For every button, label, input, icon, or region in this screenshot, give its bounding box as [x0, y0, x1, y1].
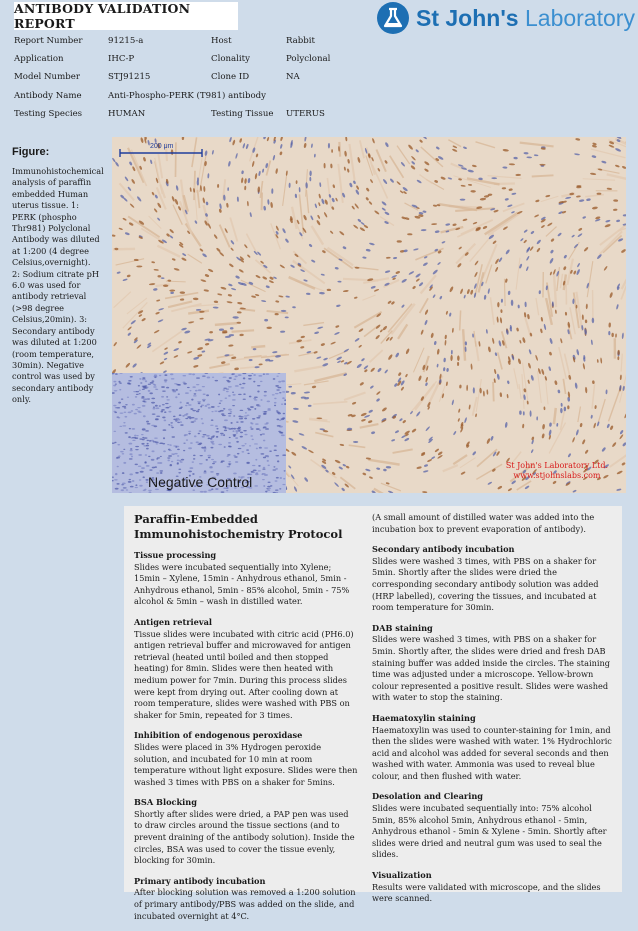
protocol-section: [134, 730, 358, 788]
protocol-section: [372, 544, 612, 614]
section-body: After blocking solution was removed a 1:200 solution of primary antibody/PBS was added on the slide, and incubated overnight at 4°C.: [134, 887, 358, 922]
section-body: Slides were washed 3 times, with PBS on a shaker for 5min. Shortly after, the slides were dried and fresh DAB staining buffer was added inside the circles. The staining time was adjusted under a microscope. Yellow-brown colour represented a positive result. Slides were washed with water to stop the staining.: [372, 634, 612, 704]
watermark: [506, 461, 608, 481]
meta-value: 91215-a: [108, 36, 143, 46]
protocol-section: [134, 550, 358, 608]
figure-title: Figure:: [12, 146, 49, 158]
meta-label: Report Number: [14, 36, 82, 46]
meta-value: NA: [286, 72, 300, 82]
section-body: Tissue slides were incubated with citric acid (PH6.0) antigen retrieval buffer and microwaved for antigen retrieval (heated until boiled and then stopped heating) for 8min. Slides were then heated with medium power for 7min. During this process slides were kept from drying out. After cooling down at room temperature, slides were washed with PBS on shaker for 5min, repeated for 3 times.: [134, 629, 358, 722]
protocol-section: [372, 791, 612, 861]
meta-label: Host: [211, 36, 232, 46]
scale-bar-label: 200 μm: [150, 143, 174, 150]
section-heading: Desolation and Clearing: [372, 791, 612, 803]
protocol-left-column: [134, 512, 358, 931]
ihc-micrograph: [112, 137, 626, 493]
meta-label: Testing Species: [14, 109, 82, 119]
report-title: ANTIBODY VALIDATION REPORT: [14, 2, 238, 30]
protocol-panel: [124, 506, 622, 892]
watermark-url: www.stjohnslabs.com: [506, 471, 608, 481]
meta-value: UTERUS: [286, 109, 325, 119]
logo-text: [416, 5, 635, 32]
meta-value: Anti-Phospho-PERK (T981) antibody: [108, 91, 266, 101]
meta-row: [14, 54, 614, 66]
section-body: Shortly after slides were dried, a PAP pen was used to draw circles around the tissue sections (and to prevent draining of the antibody solution). Inside the circles, BSA was used to cover the tissue evenly, blocking for 30min.: [134, 809, 358, 867]
section-body: Slides were placed in 3% Hydrogen peroxide solution, and incubated for 10 min at room temperature without light exposure. Slides were then washed 3 times with PBS on a shaker for 5mins.: [134, 742, 358, 788]
protocol-right-column: [372, 512, 612, 914]
section-heading: Visualization: [372, 870, 612, 882]
meta-value: Rabbit: [286, 36, 315, 46]
meta-row: [14, 109, 614, 121]
meta-row: [14, 91, 614, 103]
section-heading: DAB staining: [372, 623, 612, 635]
section-heading: Haematoxylin staining: [372, 713, 612, 725]
protocol-section: [372, 713, 612, 783]
protocol-section: [134, 797, 358, 867]
protocol-section: [372, 870, 612, 905]
meta-row: [14, 36, 614, 48]
section-heading: Tissue processing: [134, 550, 358, 562]
meta-label: Antibody Name: [14, 91, 82, 101]
meta-label: Testing Tissue: [211, 109, 273, 119]
figure-caption: Immunohistochemical analysis of paraffin embedded Human uterus tissue. 1: PERK (phospho Thr981) Polyclonal Antibody was diluted at 1:200 (4 degree Celsius,overnight). 2: Sodium citrate pH 6.0 was used for antibody retrieval (>98 degree Celsius,20min). 3: Secondary antibody was diluted at 1:200 (room temperature, 30min). Negative control was used by secondary antibody only.: [12, 166, 100, 406]
section-body: Slides were washed 3 times, with PBS on a shaker for 5min. Shortly after the slides were dried the corresponding secondary antibody solution was added (HRP labelled), covering the tissues, and incubated at room temperature for 30min.: [372, 556, 612, 614]
meta-label: Model Number: [14, 72, 80, 82]
protocol-section: [134, 876, 358, 922]
watermark-company: St John's Laboratory Ltd.: [506, 461, 608, 471]
section-body: Results were validated with microscope, and the slides were scanned.: [372, 882, 612, 905]
meta-row: [14, 72, 614, 84]
section-heading: BSA Blocking: [134, 797, 358, 809]
section-heading: Secondary antibody incubation: [372, 544, 612, 556]
logo-main: St John's: [416, 5, 519, 31]
meta-label: Clone ID: [211, 72, 249, 82]
flask-icon: [376, 1, 410, 35]
meta-value: STJ91215: [108, 72, 150, 82]
meta-label: Clonality: [211, 54, 250, 64]
protocol-title: Paraffin-Embedded Immunohistochemistry Protocol: [134, 512, 358, 542]
brand-logo: [376, 1, 635, 35]
section-heading: Antigen retrieval: [134, 617, 358, 629]
section-body: (A small amount of distilled water was added into the incubation box to prevent evaporation of antibody).: [372, 512, 612, 535]
meta-value: IHC-P: [108, 54, 134, 64]
section-heading: Inhibition of endogenous peroxidase: [134, 730, 358, 742]
section-body: Slides were incubated sequentially into Xylene; 15min – Xylene, 15min - Anhydrous ethanol, 5min - Anhydrous ethanol, 5min - 85% alcohol, 5min - 75% alcohol & 5min – wash in distilled water.: [134, 562, 358, 608]
meta-value: HUMAN: [108, 109, 145, 119]
protocol-section: [372, 623, 612, 704]
meta-value: Polyclonal: [286, 54, 330, 64]
section-heading: Primary antibody incubation: [134, 876, 358, 888]
section-body: Haematoxylin was used to counter-staining for 1min, and then the slides were washed with water. 1% Hydrochloric acid and alcohol was added for several seconds and then washed with water. Ammonia was used to reveal blue colour, and then flushed with water.: [372, 725, 612, 783]
section-body: Slides were incubated sequentially into: 75% alcohol 5min, 85% alcohol 5min, Anhydrous ethanol - 5min, Anhydrous ethanol - 5min & Xylene - 5min. Shortly after slides were dried and neutral gum was used to seal the slides.: [372, 803, 612, 861]
meta-label: Application: [14, 54, 64, 64]
negative-control-label: Negative Control: [148, 474, 252, 490]
protocol-section: [134, 617, 358, 721]
logo-sub: Laboratory: [525, 5, 635, 31]
scale-bar: [118, 145, 238, 165]
